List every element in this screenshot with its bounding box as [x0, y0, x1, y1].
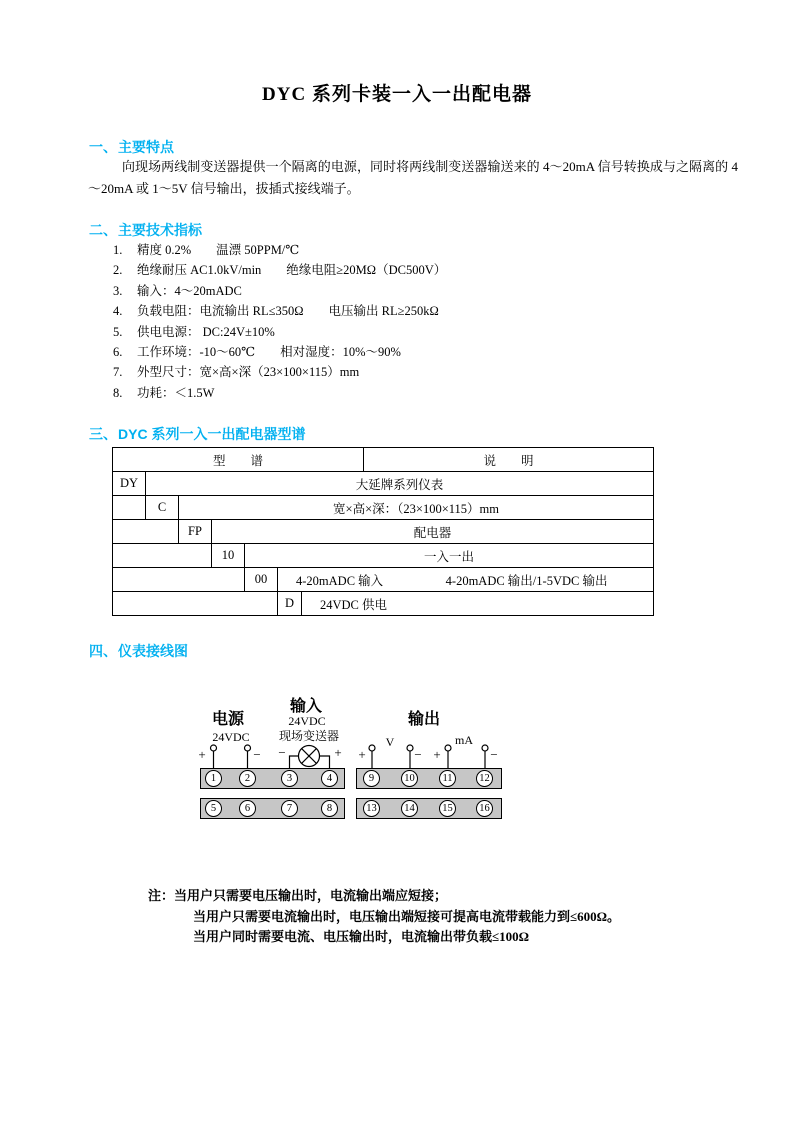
minus-sign-terminal-12: −: [490, 747, 498, 762]
input-label: 输入: [289, 698, 322, 715]
spec-item: [113, 260, 446, 280]
spec-item: [113, 301, 446, 321]
section-3-title: DYC 系列一入一出配电器型谱: [118, 426, 306, 442]
pin-terminal-2: [245, 745, 251, 751]
minus-sign-terminal-10: −: [414, 747, 422, 762]
pin-terminal-12: [482, 745, 488, 751]
section-4-number: 四、: [89, 643, 117, 659]
table-cell-desc: 一入一出: [245, 544, 654, 568]
table-cell-code: 10: [212, 544, 245, 568]
terminal-8: 8: [321, 800, 338, 817]
spec-item-number: 4.: [113, 304, 123, 319]
feature-paragraph: 向现场两线制变送器提供一个隔离的电源，同时将两线制变送器输送来的 4～20mA 信号转换成与之隔离的 4～20mA 或 1～5V 信号输出，拔插式接线端子。: [88, 159, 738, 196]
input-voltage-label: 24VDC: [288, 714, 326, 728]
spec-item: [113, 281, 446, 301]
terminal-5: 5: [205, 800, 222, 817]
terminal-6: 6: [239, 800, 256, 817]
section-1-number: 一、: [89, 139, 117, 155]
table-cell-blank: [113, 544, 212, 568]
spec-item-number: 1.: [113, 243, 123, 257]
spec-item-number: 6.: [113, 344, 123, 359]
spec-item-number: 5.: [113, 324, 123, 339]
spec-item-text: 外型尺寸：宽×高×深（23×100×115）mm: [137, 365, 360, 380]
note-indent: [148, 927, 193, 948]
table-row: [113, 472, 654, 496]
terminal-16: 16: [476, 800, 493, 817]
spec-item: [113, 362, 446, 382]
table-row: [113, 568, 654, 592]
spec-item-number: 8.: [113, 385, 123, 400]
table-cell-code: FP: [179, 520, 212, 544]
note-text: 当用户同时需要电流、电压输出时，电流输出带负载≤100Ω: [193, 929, 530, 944]
section-1-title: 主要特点: [118, 139, 174, 155]
table-row: [113, 520, 654, 544]
table-cell-code: D: [278, 592, 302, 616]
note-block: [148, 886, 688, 948]
spec-list: [113, 240, 446, 403]
terminal-4: 4: [321, 770, 338, 787]
transmitter-wire-left: [290, 756, 299, 768]
transmitter-wire-right: [320, 756, 330, 768]
plus-sign-terminal-1: +: [198, 747, 206, 762]
table-cell-desc: 4-20mADC 输入 4-20mADC 输出/1-5VDC 输出: [278, 568, 654, 592]
terminal-12: 12: [476, 770, 493, 787]
table-row: [113, 544, 654, 568]
pin-terminal-11: [445, 745, 451, 751]
table-cell-blank: [113, 568, 245, 592]
section-3-number: 三、: [89, 426, 117, 442]
pin-terminal-1: [211, 745, 217, 751]
terminal-14: 14: [401, 800, 418, 817]
wiring-graphics: [190, 735, 500, 769]
section-1-heading: [89, 137, 174, 157]
terminal-10: 10: [401, 770, 418, 787]
page-title: DYC 系列卡装一入一出配电器: [262, 84, 532, 105]
table-cell-desc: 配电器: [212, 520, 654, 544]
table-cell-blank: [113, 592, 278, 616]
voltage-unit-label: V: [385, 735, 395, 749]
table-row: [113, 592, 654, 616]
terminal-9: 9: [363, 770, 380, 787]
section-4-title: 仪表接线图: [118, 643, 188, 659]
spec-item-text: 工作环境：-10～60℃ 相对湿度：10%～90%: [137, 344, 401, 359]
spec-item-text: 供电电源： DC:24V±10%: [137, 324, 275, 339]
note-line: [148, 886, 688, 907]
spec-item: [113, 322, 446, 342]
terminal-2: 2: [239, 770, 256, 787]
table-header-row: [113, 448, 654, 472]
note-text: 当用户只需要电压输出时，电流输出端应短接；: [174, 888, 448, 903]
table-cell-blank: [113, 520, 179, 544]
spec-item: [113, 383, 446, 403]
plus-sign-terminal-11: +: [433, 747, 441, 762]
section-2-number: 二、: [89, 222, 117, 238]
wiring-diagram: [0, 690, 794, 840]
power-voltage-label: 24VDC: [212, 730, 250, 744]
pin-terminal-9: [369, 745, 375, 751]
note-line: [148, 907, 688, 928]
spec-item: [113, 240, 446, 260]
terminal-11: 11: [439, 770, 456, 787]
section-4-heading: [89, 641, 188, 661]
power-label: 电源: [211, 711, 244, 728]
table-cell-blank: [113, 496, 146, 520]
table-cell-code: 00: [245, 568, 278, 592]
current-unit-label: mA: [455, 733, 473, 747]
spec-item: [113, 342, 446, 362]
table-cell-desc: 宽×高×深：（23×100×115）mm: [179, 496, 654, 520]
output-label: 输出: [407, 711, 440, 728]
spec-item-number: 3.: [113, 283, 123, 298]
section-2-title: 主要技术指标: [118, 222, 202, 238]
note-text: 当用户只需要电流输出时，电压输出端短接可提高电流带载能力到≤600Ω。: [193, 908, 621, 924]
terminal-15: 15: [439, 800, 456, 817]
model-spectrum-table: [112, 447, 654, 616]
pin-terminal-10: [407, 745, 413, 751]
table-row: [113, 496, 654, 520]
section-2-heading: [89, 220, 202, 240]
spec-item-text: 精度 0.2% 温漂 50PPM/℃: [137, 243, 300, 257]
table-header-model: 型 谱: [113, 448, 364, 472]
spec-item-number: 2.: [113, 263, 123, 278]
minus-sign-terminal-2: −: [253, 747, 261, 762]
plus-sign-terminal-9: +: [358, 747, 366, 762]
table-header-desc: 说 明: [364, 448, 654, 472]
note-indent: [148, 907, 193, 928]
table-cell-code: C: [146, 496, 179, 520]
spec-item-text: 功耗：＜1.5W: [137, 385, 215, 400]
section-3-heading: [89, 424, 305, 444]
terminal-3: 3: [281, 770, 298, 787]
spec-item-number: 7.: [113, 365, 123, 380]
table-cell-code: DY: [113, 472, 146, 496]
plus-sign-terminal-4: +: [334, 745, 342, 760]
terminal-13: 13: [363, 800, 380, 817]
spec-item-text: 绝缘耐压 AC1.0kV/min 绝缘电阻≥20MΩ（DC500V）: [137, 263, 447, 278]
terminal-1: 1: [205, 770, 222, 787]
spec-item-text: 输入：4～20mADC: [137, 283, 242, 298]
spec-item-text: 负载电阻：电流输出 RL≤350Ω 电压输出 RL≥250kΩ: [137, 304, 439, 319]
terminal-7: 7: [281, 800, 298, 817]
transmitter-label: 现场变送器: [278, 729, 339, 743]
table-cell-desc: 大延牌系列仪表: [146, 472, 654, 496]
note-label: 注：: [148, 888, 175, 903]
minus-sign-terminal-3: −: [278, 745, 286, 760]
note-line: [148, 927, 688, 948]
table-cell-desc: 24VDC 供电: [302, 592, 654, 616]
